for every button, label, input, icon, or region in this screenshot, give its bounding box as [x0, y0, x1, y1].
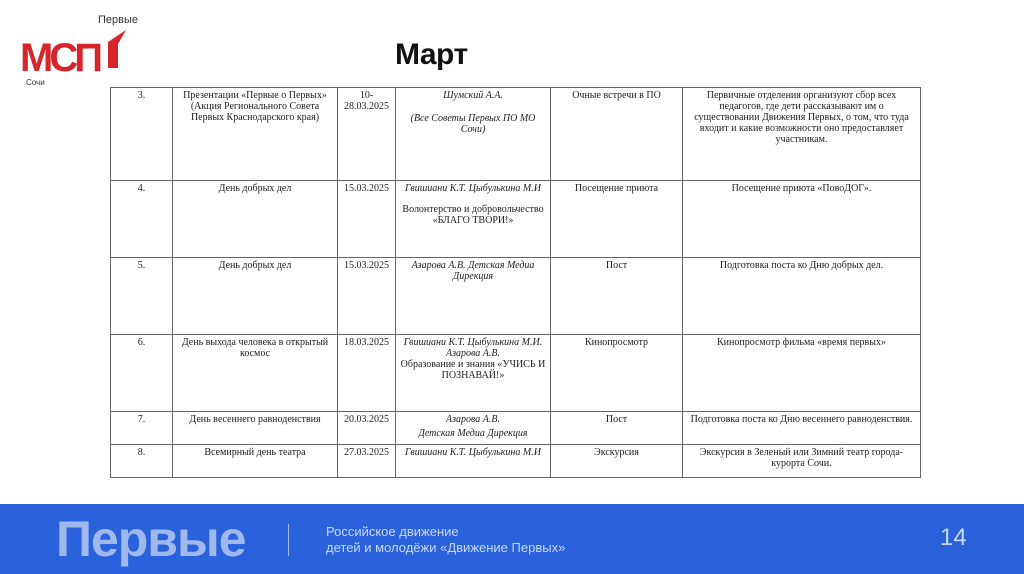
events-table [110, 87, 921, 478]
table-row [111, 335, 921, 412]
responsible [396, 335, 551, 412]
responsible-name: Гвишиани К.Т. Цыбулькина М.И [405, 183, 541, 194]
row-number: 8. [111, 445, 173, 478]
responsible-name: Азарова А.В. [446, 414, 500, 425]
event-name: День добрых дел [173, 258, 338, 335]
event-description: Посещение приюта «ПовоДОГ». [683, 181, 921, 258]
row-number: 5. [111, 258, 173, 335]
responsible-extra: Детская Медиа Дирекция [418, 428, 528, 439]
responsible [396, 258, 551, 335]
responsible-extra: Образование и знания «УЧИСЬ И ПОЗНАВАЙ!» [400, 359, 546, 381]
row-number: 6. [111, 335, 173, 412]
event-date: 10-28.03.2025 [338, 88, 396, 181]
event-date: 15.03.2025 [338, 258, 396, 335]
responsible-name: Гвишиани К.Т. Цыбулькина М.И. Азарова А.В. [403, 337, 543, 359]
responsible [396, 412, 551, 445]
event-date: 27.03.2025 [338, 445, 396, 478]
table-row [111, 412, 921, 445]
footer-line-1: Российское движение [326, 524, 459, 539]
event-form: Очные встречи в ПО [551, 88, 683, 181]
event-date: 15.03.2025 [338, 181, 396, 258]
event-name: Всемирный день театра [173, 445, 338, 478]
responsible [396, 445, 551, 478]
event-name: День выхода человека в открытый космос [173, 335, 338, 412]
logo-main-text: МСП [20, 36, 99, 80]
footer-tagline [326, 524, 565, 556]
logo-bottom-text: Сочи [26, 78, 45, 87]
row-number: 7. [111, 412, 173, 445]
responsible [396, 88, 551, 181]
event-description: Кинопросмотр фильма «время первых» [683, 335, 921, 412]
table-row [111, 445, 921, 478]
responsible-name: Шумский А.А. [443, 90, 503, 101]
responsible [396, 181, 551, 258]
event-form: Пост [551, 258, 683, 335]
event-name: День добрых дел [173, 181, 338, 258]
event-name: День весеннего равноденствия [173, 412, 338, 445]
footer-brand: Первые [56, 511, 246, 567]
page-number: 14 [940, 524, 967, 551]
event-description: Подготовка поста ко Дню весеннего равноденствия. [683, 412, 921, 445]
page-title: Март [395, 38, 468, 71]
event-form: Экскурсия [551, 445, 683, 478]
responsible-extra: Волонтерство и добровольчество «БЛАГО ТВОРИ!» [402, 204, 544, 226]
table-row [111, 88, 921, 181]
responsible-name: Азарова А.В. Детская Медиа Дирекция [411, 260, 535, 282]
event-date: 18.03.2025 [338, 335, 396, 412]
row-number: 3. [111, 88, 173, 181]
event-form: Посещение приюта [551, 181, 683, 258]
footer-line-2: детей и молодёжи «Движение Первых» [326, 540, 566, 555]
event-description: Экскурсия в Зеленый или Зимний театр города-курорта Сочи. [683, 445, 921, 478]
responsible-extra: (Все Советы Первых ПО МО Сочи) [410, 113, 536, 135]
event-date: 20.03.2025 [338, 412, 396, 445]
footer-divider [288, 524, 289, 556]
table-row [111, 181, 921, 258]
logo [20, 14, 140, 94]
event-form: Кинопросмотр [551, 335, 683, 412]
event-description: Подготовка поста ко Дню добрых дел. [683, 258, 921, 335]
event-description: Первичные отделения организуют сбор всех педагогов, где дети рассказывают им о существовании Движения Первых, о том, что туда входит и какие возможности оно предоставляет участникам. [683, 88, 921, 181]
row-number: 4. [111, 181, 173, 258]
flag-icon [106, 28, 128, 68]
event-form: Пост [551, 412, 683, 445]
responsible-name: Гвишиани К.Т. Цыбулькина М.И [405, 447, 541, 458]
footer-bar [0, 504, 1024, 574]
table-row [111, 258, 921, 335]
logo-top-text: Первые [98, 14, 139, 26]
event-name: Презентации «Первые о Первых» (Акция Регионального Совета Первых Краснодарского края) [173, 88, 338, 181]
